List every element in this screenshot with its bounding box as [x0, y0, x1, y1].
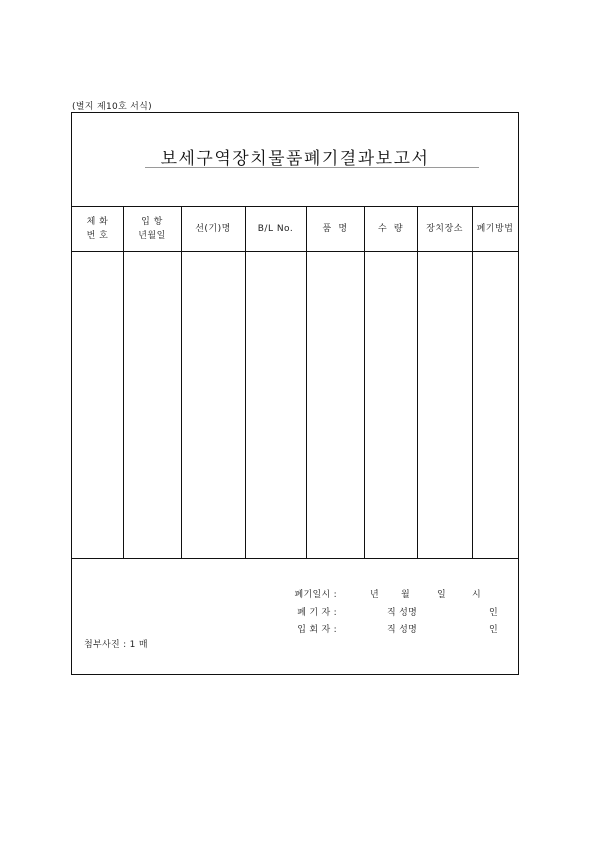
header-line-1: B/L No.: [257, 224, 294, 234]
header-line-1: 폐기방법: [476, 224, 514, 234]
hour-label: 시: [472, 590, 481, 600]
header-item-name: [306, 207, 364, 251]
header-line-1: 수 량: [377, 224, 404, 234]
header-line-1: 선(기)명: [195, 224, 231, 234]
header-disposal-method: [472, 207, 518, 251]
year-label: 년: [370, 590, 379, 600]
header-arrival-date: [123, 207, 181, 251]
title-underline: [145, 167, 479, 168]
form-frame: [71, 112, 519, 675]
form-title: 보세구역장치물품폐기결과보고서: [160, 149, 430, 169]
header-line-2: 번 호: [86, 231, 109, 241]
header-line-2: 년월일: [138, 231, 166, 241]
header-line-1: 품 명: [322, 224, 348, 234]
form-number-label: (별지 제10호 서식): [72, 102, 152, 112]
header-storage-location: [417, 207, 472, 251]
witness-position-name: 직 성명: [387, 625, 418, 635]
column-divider: [306, 207, 307, 558]
column-divider: [123, 207, 124, 558]
header-divider: [72, 251, 518, 252]
header-vessel-name: [181, 207, 245, 251]
header-line-1: 체 화: [86, 217, 109, 227]
disposer-seal: 인: [489, 608, 498, 618]
column-divider: [364, 207, 365, 558]
column-divider: [181, 207, 182, 558]
witness-label: 입 회 자 :: [297, 625, 337, 635]
day-label: 일: [437, 590, 446, 600]
disposer-label: 폐 기 자 :: [297, 608, 337, 618]
record-table: [72, 206, 518, 559]
column-divider: [472, 207, 473, 558]
month-label: 월: [401, 590, 410, 600]
header-bl-number: [245, 207, 306, 251]
witness-seal: 인: [489, 625, 498, 635]
attachment-note: 첨부사진 : 1 매: [84, 640, 148, 650]
header-cargo-number: [72, 207, 123, 251]
disposal-date-label: 폐기일시 :: [294, 590, 337, 600]
column-divider: [245, 207, 246, 558]
header-line-1: 장치장소: [426, 224, 463, 234]
column-divider: [417, 207, 418, 558]
header-quantity: [364, 207, 417, 251]
disposer-position-name: 직 성명: [387, 608, 418, 618]
header-line-1: 입 항: [141, 217, 163, 227]
